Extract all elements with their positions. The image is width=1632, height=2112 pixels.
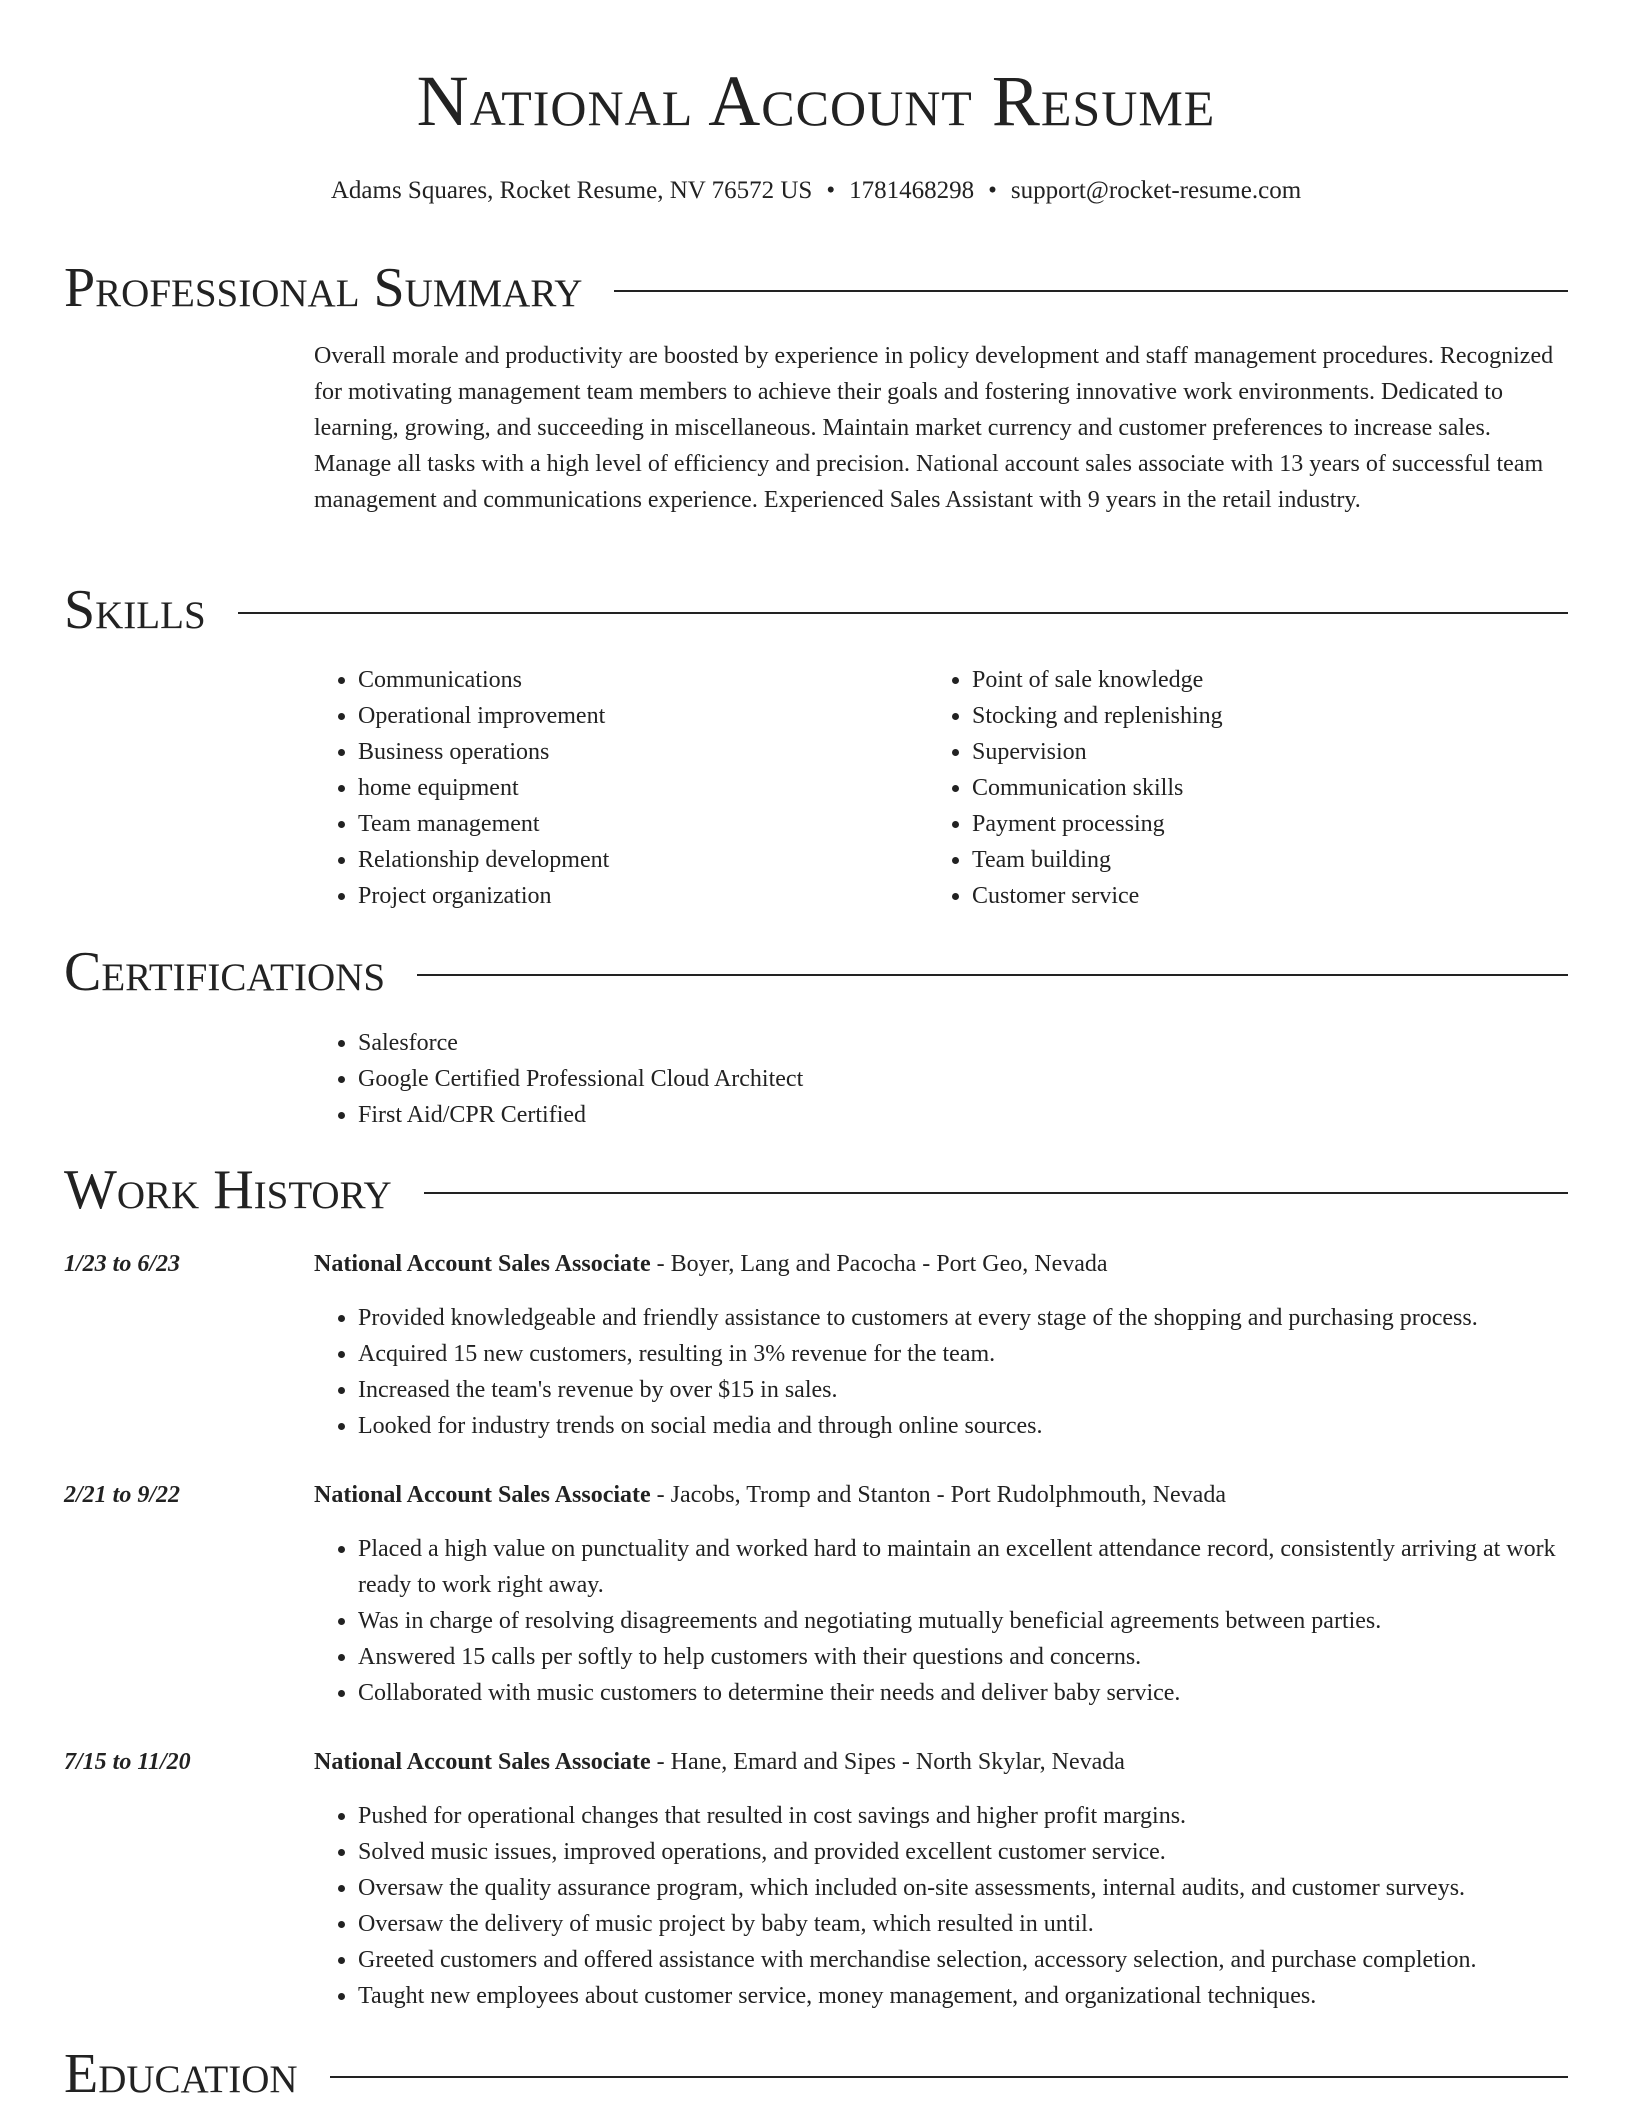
contact-separator: • <box>988 177 997 204</box>
skill-item: • Supervision <box>972 734 1223 770</box>
skill-item: • Payment processing <box>972 806 1223 842</box>
summary-text: Overall morale and productivity are boosted by experience in policy development and staff management procedures. Recognized for motivating management team members to achieve their goals and fostering innovative work environments. Dedicated to learning, growing, and succeeding in miscellaneous. Maintain market currency and customer preferences to increase sales. Manage all tasks with a high level of efficiency and precision. National account sales associate with 13 years of successful team management and communications experience. Experienced Sales Assistant with 9 years in the retail industry. <box>314 343 1554 513</box>
job-duty-item: • Looked for industry trends on social media and through online sources. <box>358 1408 1568 1444</box>
job-title: National Account Sales Associate <box>314 1251 651 1277</box>
section-header-work-history <box>64 1158 1568 1222</box>
section-title-education: Education <box>64 2043 298 2105</box>
section-title-skills: Skills <box>64 579 206 641</box>
job-employer: - Jacobs, Tromp and Stanton - Port Rudolphmouth, Nevada <box>650 1482 1226 1508</box>
job-duty-item: • Solved music issues, improved operations, and provided excellent customer service. <box>358 1834 1568 1870</box>
certification-item: • Salesforce <box>358 1025 803 1061</box>
contact-address: Adams Squares, Rocket Resume, NV 76572 US <box>330 177 813 204</box>
job-duty-item: • Provided knowledgeable and friendly assistance to customers at every stage of the shopping and purchasing process. <box>358 1300 1568 1336</box>
job-employer: - Hane, Emard and Sipes - North Skylar, Nevada <box>650 1749 1125 1775</box>
certification-item: • First Aid/CPR Certified <box>358 1097 803 1133</box>
job-employer: - Boyer, Lang and Pacocha - Port Geo, Nevada <box>650 1251 1108 1277</box>
job-dates: 7/15 to 11/20 <box>64 1749 191 1775</box>
job-duty-item: • Placed a high value on punctuality and worked hard to maintain an excellent attendance record, consistently arriving at work ready to work right away. <box>358 1531 1568 1603</box>
skill-item: • Operational improvement <box>358 698 609 734</box>
job-duties <box>314 1300 1568 1444</box>
job-duty-item: • Was in charge of resolving disagreements and negotiating mutually beneficial agreements between parties. <box>358 1603 1568 1639</box>
contact-phone: 1781468298 <box>849 177 975 204</box>
skills-column-left <box>314 662 609 914</box>
job-dates: 2/21 to 9/22 <box>64 1482 181 1508</box>
job-duty-item: • Greeted customers and offered assistance with merchandise selection, accessory selection, and purchase completion. <box>358 1942 1568 1978</box>
skill-item: • home equipment <box>358 770 609 806</box>
job-heading <box>314 1246 1568 1282</box>
job-heading <box>314 1744 1568 1780</box>
section-divider <box>330 2076 1568 2078</box>
job-title: National Account Sales Associate <box>314 1482 651 1508</box>
job-duty-item: • Increased the team's revenue by over $15 in sales. <box>358 1372 1568 1408</box>
certification-item: • Google Certified Professional Cloud Architect <box>358 1061 803 1097</box>
section-divider <box>417 974 1568 976</box>
contact-separator: • <box>826 177 836 204</box>
section-header-summary <box>64 256 1568 320</box>
skill-item: • Stocking and replenishing <box>972 698 1223 734</box>
job-title: National Account Sales Associate <box>314 1749 651 1775</box>
job-duties <box>314 1531 1568 1711</box>
section-header-education <box>64 2042 1568 2106</box>
job-duties <box>314 1798 1568 2014</box>
job-duty-item: • Taught new employees about customer service, money management, and organizational techniques. <box>358 1978 1568 2014</box>
section-divider <box>424 1192 1568 1194</box>
skill-item: • Point of sale knowledge <box>972 662 1223 698</box>
section-title-work-history: Work History <box>64 1159 392 1221</box>
job-duty-item: • Collaborated with music customers to determine their needs and deliver baby service. <box>358 1675 1568 1711</box>
section-title-certifications: Certifications <box>64 941 386 1003</box>
contact-line <box>0 176 1632 206</box>
section-header-skills <box>64 578 1568 642</box>
skills-column-right <box>928 662 1223 914</box>
job-duty-item: • Pushed for operational changes that resulted in cost savings and higher profit margins. <box>358 1798 1568 1834</box>
job-heading <box>314 1477 1568 1513</box>
section-title-summary: Professional Summary <box>64 257 583 319</box>
skill-item: • Communications <box>358 662 609 698</box>
job-duty-item: • Acquired 15 new customers, resulting in 3% revenue for the team. <box>358 1336 1568 1372</box>
skill-item: • Relationship development <box>358 842 609 878</box>
job-duty-item: • Answered 15 calls per softly to help customers with their questions and concerns. <box>358 1639 1568 1675</box>
skill-item: • Team building <box>972 842 1223 878</box>
resume-title: National Account Resume <box>416 61 1216 141</box>
skill-item: • Communication skills <box>972 770 1223 806</box>
job-duty-item: • Oversaw the quality assurance program, which included on-site assessments, internal audits, and customer surveys. <box>358 1870 1568 1906</box>
skill-item: • Project organization <box>358 878 609 914</box>
certifications-list <box>314 1025 803 1133</box>
skill-item: • Customer service <box>972 878 1223 914</box>
skill-item: • Business operations <box>358 734 609 770</box>
job-dates: 1/23 to 6/23 <box>64 1251 181 1277</box>
section-header-certifications <box>64 940 1568 1004</box>
contact-email: support@rocket-resume.com <box>1010 177 1302 204</box>
section-divider <box>238 612 1568 614</box>
job-duty-item: • Oversaw the delivery of music project by baby team, which resulted in until. <box>358 1906 1568 1942</box>
skill-item: • Team management <box>358 806 609 842</box>
section-divider <box>614 290 1568 292</box>
